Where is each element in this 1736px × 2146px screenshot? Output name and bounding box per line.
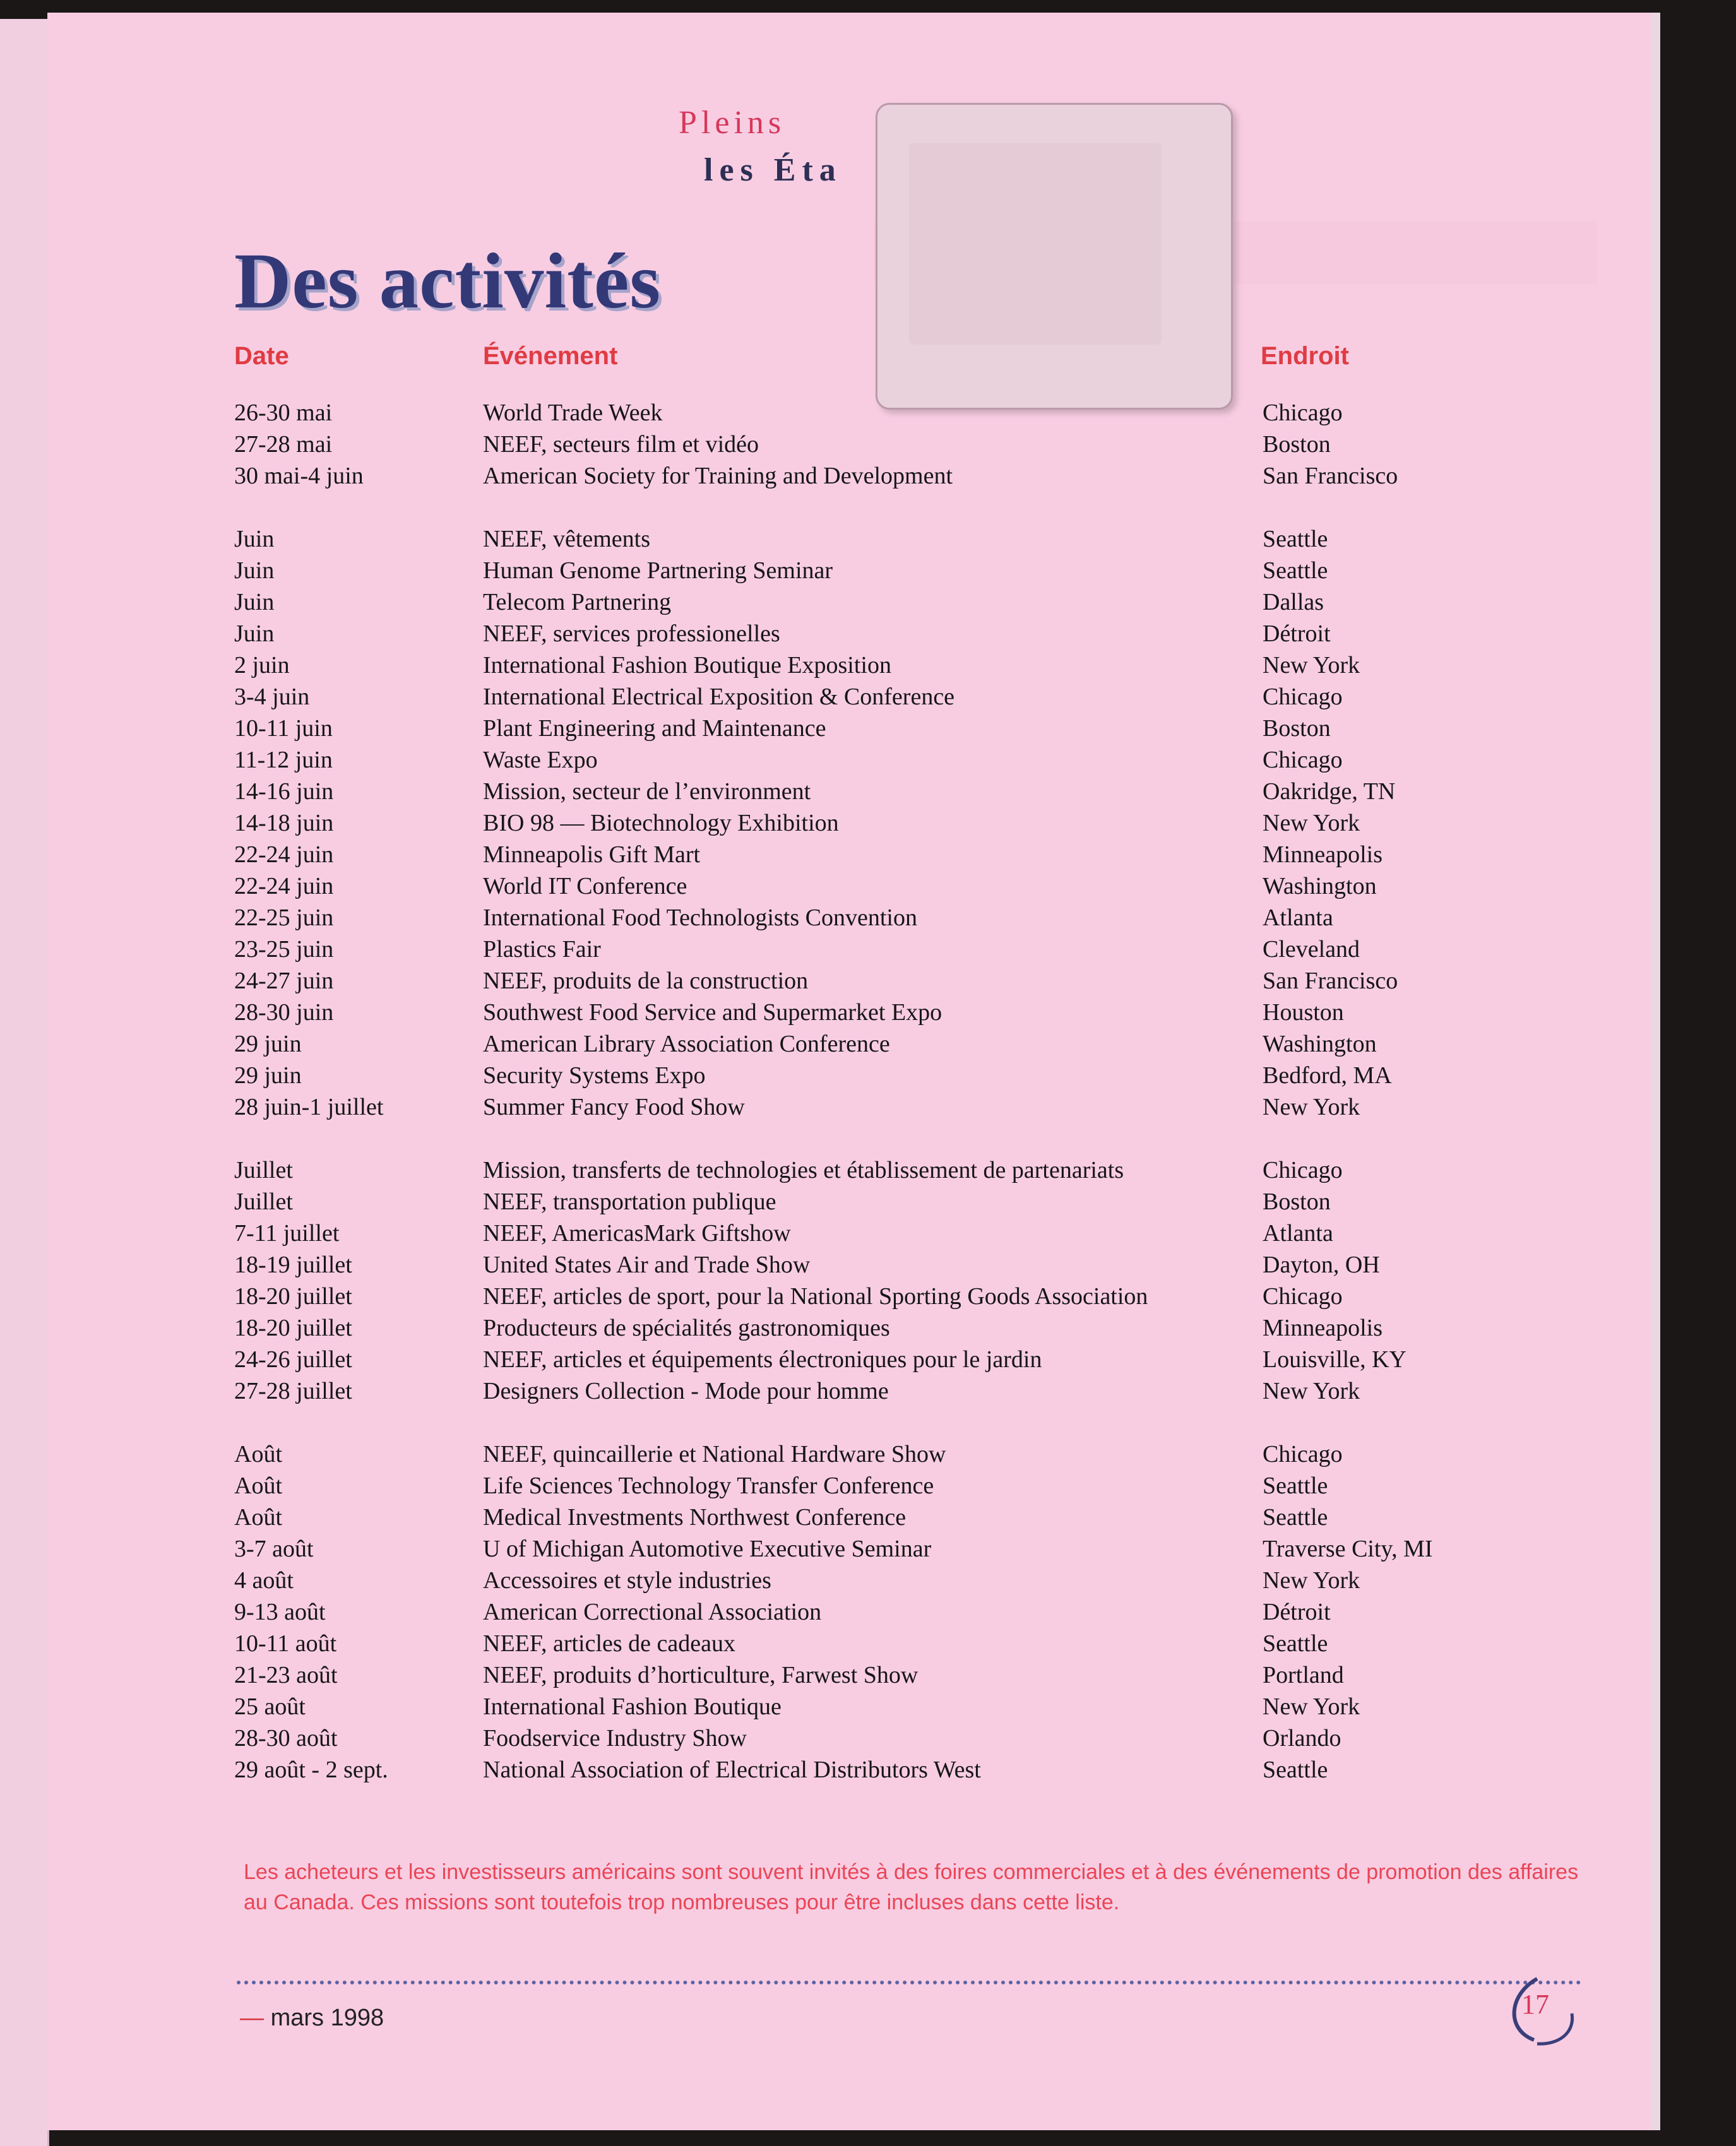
pasted-label xyxy=(876,103,1233,410)
event-date: 21-23 août xyxy=(234,1662,338,1688)
event-place: Boston xyxy=(1263,1189,1331,1215)
event-place: Chicago xyxy=(1263,684,1343,710)
event-place: Boston xyxy=(1263,431,1331,458)
event-place: Washington xyxy=(1263,1031,1377,1057)
event-place: Seattle xyxy=(1263,1630,1328,1657)
event-name: NEEF, produits d’horticulture, Farwest Show xyxy=(483,1662,919,1688)
event-date: 22-24 juin xyxy=(234,841,334,868)
event-date: 18-20 juillet xyxy=(234,1315,352,1341)
event-name: NEEF, produits de la construction xyxy=(483,968,809,994)
column-header-date: Date xyxy=(234,342,289,370)
event-place: Louisville, KY xyxy=(1263,1346,1406,1373)
page-title: Des activités xyxy=(234,238,661,325)
event-place: New York xyxy=(1263,810,1360,836)
event-date: Juillet xyxy=(234,1157,293,1183)
event-date: 9-13 août xyxy=(234,1599,326,1625)
column-header-place: Endroit xyxy=(1261,342,1349,370)
event-name: Plastics Fair xyxy=(483,936,601,963)
event-name: Mission, transferts de technologies et établissement de partenariats xyxy=(483,1157,1124,1183)
event-name: International Electrical Exposition & Conference xyxy=(483,684,955,710)
page-number: 17 xyxy=(1521,1989,1549,2020)
event-place: Seattle xyxy=(1263,557,1328,584)
event-place: Washington xyxy=(1263,873,1377,899)
event-name: Minneapolis Gift Mart xyxy=(483,841,701,868)
event-name: NEEF, services professionelles xyxy=(483,620,780,647)
event-date: Août xyxy=(234,1441,282,1467)
event-date: Juin xyxy=(234,589,275,615)
event-name: World Trade Week xyxy=(483,400,663,426)
page-edge xyxy=(1651,13,1660,2130)
event-name: U of Michigan Automotive Executive Seminar xyxy=(483,1536,932,1562)
event-place: Chicago xyxy=(1263,747,1343,773)
event-date: Août xyxy=(234,1504,282,1531)
issue-date xyxy=(240,2005,384,2032)
event-place: Chicago xyxy=(1263,400,1343,426)
event-name: Foodservice Industry Show xyxy=(483,1725,747,1752)
event-name: American Society for Training and Development xyxy=(483,463,953,489)
event-name: International Fashion Boutique xyxy=(483,1693,782,1720)
event-name: International Fashion Boutique Exposition xyxy=(483,652,891,679)
event-name: NEEF, transportation publique xyxy=(483,1189,776,1215)
event-place: Chicago xyxy=(1263,1157,1343,1183)
event-date: 14-16 juin xyxy=(234,778,334,805)
event-name: National Association of Electrical Distributors West xyxy=(483,1757,981,1783)
event-place: Seattle xyxy=(1263,1504,1328,1531)
event-place: San Francisco xyxy=(1263,463,1398,489)
event-name: United States Air and Trade Show xyxy=(483,1252,811,1278)
event-date: Juin xyxy=(234,526,275,552)
event-name: Mission, secteur de l’environment xyxy=(483,778,811,805)
event-name: NEEF, secteurs film et vidéo xyxy=(483,431,759,458)
event-place: Traverse City, MI xyxy=(1263,1536,1433,1562)
event-place: New York xyxy=(1263,652,1360,679)
event-name: Waste Expo xyxy=(483,747,598,773)
event-name: Designers Collection - Mode pour homme xyxy=(483,1378,889,1404)
event-date: 18-19 juillet xyxy=(234,1252,352,1278)
event-name: American Correctional Association xyxy=(483,1599,822,1625)
event-date: 7-11 juillet xyxy=(234,1220,340,1247)
event-date: 22-24 juin xyxy=(234,873,334,899)
event-name: Telecom Partnering xyxy=(483,589,672,615)
event-place: Cleveland xyxy=(1263,936,1360,963)
event-name: Summer Fancy Food Show xyxy=(483,1094,745,1120)
event-place: Détroit xyxy=(1263,1599,1331,1625)
event-name: BIO 98 — Biotechnology Exhibition xyxy=(483,810,839,836)
dotted-rule xyxy=(237,1981,1581,1984)
event-place: San Francisco xyxy=(1263,968,1398,994)
event-place: Seattle xyxy=(1263,526,1328,552)
event-place: Seattle xyxy=(1263,1757,1328,1783)
event-name: Medical Investments Northwest Conference xyxy=(483,1504,907,1531)
event-place: New York xyxy=(1263,1094,1360,1120)
event-date: 27-28 mai xyxy=(234,431,333,458)
event-name: American Library Association Conference xyxy=(483,1031,890,1057)
event-place: Bedford, MA xyxy=(1263,1062,1392,1089)
event-name: NEEF, AmericasMark Giftshow xyxy=(483,1220,791,1247)
document-page xyxy=(47,13,1660,2130)
event-name: Southwest Food Service and Supermarket Expo xyxy=(483,999,942,1026)
event-name: Life Sciences Technology Transfer Conference xyxy=(483,1473,934,1499)
event-name: Security Systems Expo xyxy=(483,1062,706,1089)
event-date: 3-7 août xyxy=(234,1536,314,1562)
event-date: 25 août xyxy=(234,1693,306,1720)
footnote: Les acheteurs et les investisseurs américains sont souvent invités à des foires commerciales et à des événements de promotion des affaires au Canada. Ces missions sont toutefois trop nombreuses pour être incluses dans cette liste. xyxy=(244,1860,1579,1914)
column-header-event: Événement xyxy=(483,342,618,370)
event-name: NEEF, vêtements xyxy=(483,526,651,552)
event-date: 28-30 juin xyxy=(234,999,334,1026)
issue-dash: — xyxy=(240,2005,264,2031)
event-place: Chicago xyxy=(1263,1441,1343,1467)
event-date: Juin xyxy=(234,557,275,584)
event-date: 29 août - 2 sept. xyxy=(234,1757,388,1783)
event-place: Orlando xyxy=(1263,1725,1341,1752)
event-place: New York xyxy=(1263,1378,1360,1404)
event-date: 18-20 juillet xyxy=(234,1283,352,1310)
event-place: New York xyxy=(1263,1693,1360,1720)
event-place: Minneapolis xyxy=(1263,841,1382,868)
event-place: Seattle xyxy=(1263,1473,1328,1499)
event-name: Accessoires et style industries xyxy=(483,1567,771,1594)
event-place: Dallas xyxy=(1263,589,1324,615)
event-name: NEEF, articles de cadeaux xyxy=(483,1630,736,1657)
event-date: 14-18 juin xyxy=(234,810,334,836)
event-date: 4 août xyxy=(234,1567,294,1594)
event-date: 30 mai-4 juin xyxy=(234,463,364,489)
event-date: 27-28 juillet xyxy=(234,1378,352,1404)
event-name: Producteurs de spécialités gastronomiques xyxy=(483,1315,890,1341)
event-place: Minneapolis xyxy=(1263,1315,1382,1341)
event-place: New York xyxy=(1263,1567,1360,1594)
event-date: 24-26 juillet xyxy=(234,1346,352,1373)
event-date: Juillet xyxy=(234,1189,293,1215)
event-place: Oakridge, TN xyxy=(1263,778,1396,805)
running-header-line2: les Éta xyxy=(704,152,842,188)
event-name: Plant Engineering and Maintenance xyxy=(483,715,826,742)
event-place: Portland xyxy=(1263,1662,1344,1688)
event-name: NEEF, articles et équipements électroniques pour le jardin xyxy=(483,1346,1042,1373)
event-date: 28-30 août xyxy=(234,1725,338,1752)
event-name: NEEF, articles de sport, pour la National Sporting Goods Association xyxy=(483,1283,1148,1310)
event-date: 22-25 juin xyxy=(234,904,334,931)
event-date: Juin xyxy=(234,620,275,647)
event-place: Chicago xyxy=(1263,1283,1343,1310)
event-date: 3-4 juin xyxy=(234,684,310,710)
event-date: 29 juin xyxy=(234,1062,302,1089)
running-header-line1: Pleins xyxy=(679,105,786,141)
event-name: World IT Conference xyxy=(483,873,687,899)
event-date: 29 juin xyxy=(234,1031,302,1057)
event-date: 23-25 juin xyxy=(234,936,334,963)
event-name: International Food Technologists Convention xyxy=(483,904,917,931)
event-date: 24-27 juin xyxy=(234,968,334,994)
facing-page-edge xyxy=(0,19,49,2146)
event-place: Détroit xyxy=(1263,620,1331,647)
event-date: 10-11 juin xyxy=(234,715,333,742)
page-number-swoosh-icon xyxy=(1499,1969,1600,2051)
event-date: 26-30 mai xyxy=(234,400,333,426)
event-name: NEEF, quincaillerie et National Hardware Show xyxy=(483,1441,946,1467)
event-date: 11-12 juin xyxy=(234,747,333,773)
event-date: 2 juin xyxy=(234,652,290,679)
event-place: Boston xyxy=(1263,715,1331,742)
event-date: 28 juin-1 juillet xyxy=(234,1094,384,1120)
event-place: Atlanta xyxy=(1263,904,1333,931)
event-date: Août xyxy=(234,1473,282,1499)
issue-label: mars 1998 xyxy=(270,2005,384,2031)
event-place: Atlanta xyxy=(1263,1220,1333,1247)
label-image xyxy=(909,143,1162,345)
event-place: Houston xyxy=(1263,999,1344,1026)
event-place: Dayton, OH xyxy=(1263,1252,1380,1278)
event-name: Human Genome Partnering Seminar xyxy=(483,557,833,584)
event-date: 10-11 août xyxy=(234,1630,337,1657)
